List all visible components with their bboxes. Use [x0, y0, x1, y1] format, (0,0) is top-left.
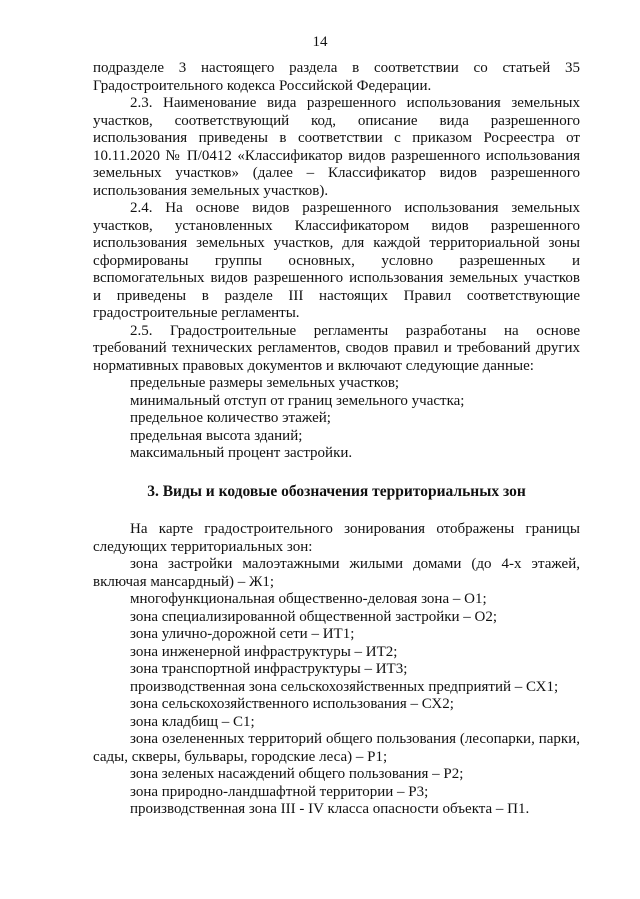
list-item: предельная высота зданий; — [130, 427, 303, 444]
paragraph-2-4: 2.4. На основе видов разрешенного использования земельных участков, установленных Классификатором видов разрешенного использования земельных участков, для каждой территориальной зоны сформированы группы основных, условно разрешенных и вспомогательных видов разрешенного использования земельных участков и приведены в разделе III настоящих Правил соответствующие градостроительные регламенты. — [93, 200, 580, 321]
list-item: минимальный отступ от границ земельного участка; — [130, 392, 465, 409]
list-item: предельные размеры земельных участков; — [130, 375, 400, 391]
zone-item-c1: зона кладбищ – С1; — [130, 713, 255, 730]
section-heading: 3. Виды и кодовые обозначения территориальных зон — [147, 482, 526, 500]
paragraph-2-5: 2.5. Градостроительные регламенты разработаны на основе требований технических регламентов, сводов правил и требований других нормативных правовых документов и включают следующие данные: — [93, 322, 580, 374]
zone-item-it1: зона улично-дорожной сети – ИТ1; — [130, 626, 355, 642]
paragraph-continuation: подразделе 3 настоящего раздела в соответствии со статьей 35 Градостроительного кодекса Российской Федерации. — [93, 60, 580, 94]
zone-item-sx1: производственная зона сельскохозяйственных предприятий – СХ1; — [130, 678, 559, 695]
document-body — [93, 60, 580, 819]
data-items-list — [93, 375, 580, 463]
zone-item-r2: зона зеленых насаждений общего пользования – Р2; — [130, 766, 464, 782]
section-intro: На карте градостроительного зонирования отображены границы следующих территориальных зон: — [93, 521, 580, 555]
zone-item-p1: производственная зона III - IV класса опасности объекта – П1. — [130, 801, 530, 817]
zone-item-o1: многофункциональная общественно-деловая зона – О1; — [130, 591, 487, 607]
list-item: предельное количество этажей; — [130, 410, 331, 426]
zone-item-o2: зона специализированной общественной застройки – О2; — [130, 608, 498, 625]
zone-item-it2: зона инженерной инфраструктуры – ИТ2; — [130, 643, 398, 660]
page-number: 14 — [312, 34, 328, 50]
paragraph-2-3: 2.3. Наименование вида разрешенного использования земельных участков, соответствующий код, описание вида разрешенного использования приведены в соответствии с приказом Росреестра от 10.11.2020 № П/0412 «Классификатор видов разрешенного использования земельных участков» (далее – Классификатор видов разрешенного использования земельных участков). — [93, 95, 580, 199]
zone-item-it3: зона транспортной инфраструктуры – ИТ3; — [130, 661, 408, 677]
zone-item-zh1: зона застройки малоэтажными жилыми домами (до 4-х этажей, включая мансардный) – Ж1; — [93, 556, 580, 590]
zone-item-r1: зона озелененных территорий общего пользования (лесопарки, парки, сады, скверы, бульвары, городские леса) – Р1; — [93, 731, 580, 765]
zones-list — [93, 556, 580, 819]
zone-item-sx2: зона сельскохозяйственного использования – СХ2; — [130, 696, 454, 712]
list-item: максимальный процент застройки. — [130, 445, 353, 461]
zone-item-r3: зона природно-ландшафтной территории – Р3; — [130, 783, 429, 800]
